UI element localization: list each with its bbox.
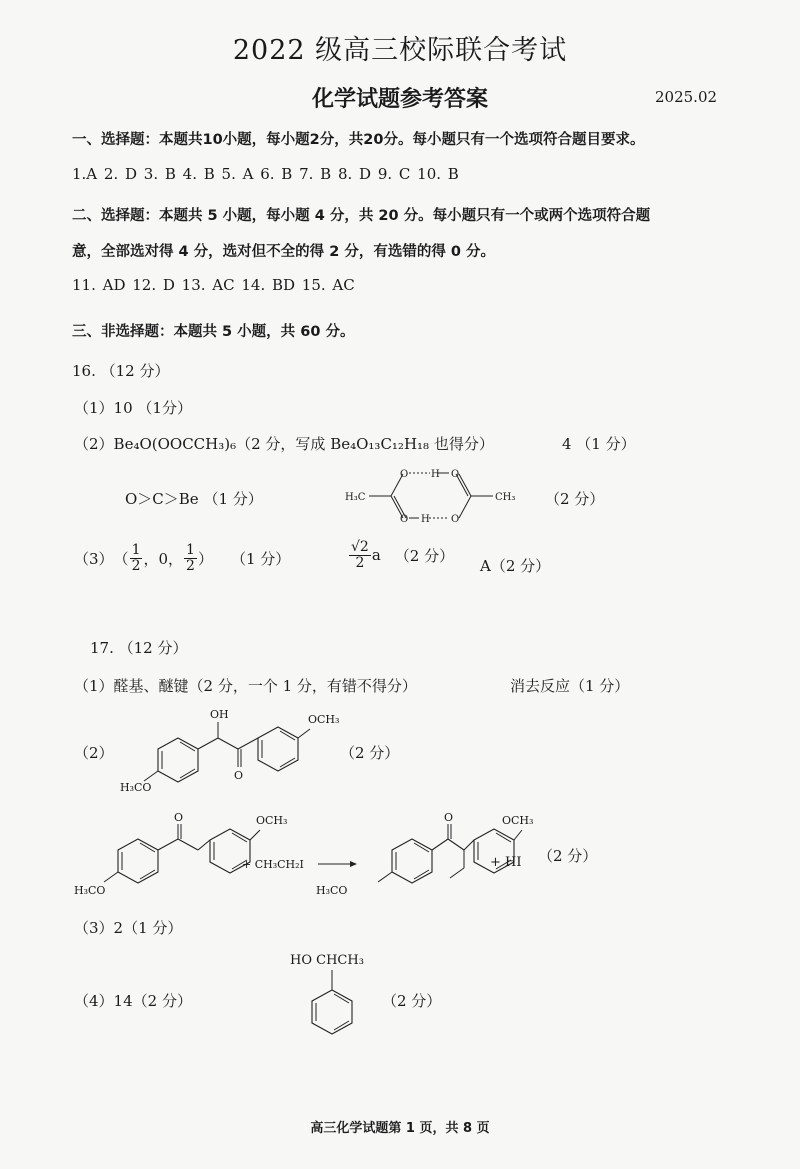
q16-dimer-score: （2 分） (545, 490, 605, 508)
section2-answers: 11. AD 12. D 13. AC 14. BD 15. AC (72, 276, 355, 294)
label-h3co-2: H₃CO (74, 884, 106, 897)
coord-open: （ (113, 549, 129, 568)
document-title: 2022 级高三校际联合考试 (232, 35, 568, 66)
label-h3co-3: H₃CO (316, 884, 348, 897)
q16-part1: （1）10 （1分） (74, 399, 192, 417)
q17-part4-score: （2 分） (382, 992, 442, 1010)
coord-close: ） (197, 549, 213, 568)
section2-heading-line2: 意，全部选对得 4 分，选对但不全的得 2 分，有选错的得 0 分。 (72, 244, 496, 260)
fraction-half-2: $\frac{1}{2}$ (186, 542, 195, 574)
svg-text:O: O (451, 514, 460, 525)
anisoin-structure (110, 705, 350, 805)
coord-score: （1 分） (230, 549, 291, 568)
section2-heading-line1: 二、选择题：本题共 5 小题，每小题 4 分，共 20 分。每小题只有一个或两个选项符合题 (72, 208, 651, 224)
svg-text:O: O (451, 469, 460, 480)
q17-reaction-type: 消去反应（1 分） (510, 677, 630, 695)
section1-answers: 1.A 2. D 3. B 4. B 5. A 6. B 7. B 8. D 9. C 10. B (72, 165, 459, 183)
q17-part3: （3）2（1 分） (74, 919, 183, 937)
q16-formula-note: （2 分，写成 Be₄O₁₃C₁₂H₁₈ 也得分） (236, 435, 494, 453)
q16-part2 (74, 433, 494, 454)
label-och3-1: OCH₃ (308, 713, 340, 726)
svg-text:O: O (400, 469, 409, 480)
exam-date: 2025.02 (655, 88, 718, 106)
label-h3co-1: H₃CO (120, 781, 152, 794)
q16-part2-value: 4 （1 分） (562, 435, 636, 453)
svg-text:H: H (431, 469, 440, 480)
phenylethanol-structure (290, 948, 390, 1048)
page-footer: 高三化学试题第 1 页，共 8 页 (310, 1121, 490, 1136)
q16-root-answer: $\frac{√2}{2}$ a （2 分） (351, 539, 455, 571)
label-och3-2: OCH₃ (256, 814, 288, 827)
reagent-ethyl-iodide: + CH₃CH₂I (242, 858, 304, 871)
q16-title: 16. （12 分） (72, 362, 170, 380)
fraction-root2-over-2: $\frac{√2}{2}$ (351, 539, 369, 571)
dimer-label-right: CH₃ (495, 492, 516, 503)
fraction-half-1: $\frac{1}{2}$ (131, 542, 141, 574)
q17-title: 17. （12 分） (90, 639, 188, 657)
coord-mid: ，0， (143, 549, 184, 568)
q16-formula: Be₄O(OOCCH₃)₆ (113, 435, 237, 453)
q16-letter-answer: A（2 分） (480, 557, 551, 575)
q17-part2-score: （2 分） (340, 744, 400, 762)
alkylation-reaction-equation (70, 810, 550, 905)
q17-part4: （4）14（2 分） (74, 992, 192, 1010)
section3-heading: 三、非选择题：本题共 5 小题，共 60 分。 (72, 324, 355, 340)
byproduct-hi: + HI (490, 855, 522, 870)
q17-part1: （1）醛基、醚键（2 分，一个 1 分，有错不得分） (74, 677, 417, 695)
label-o-product: O (444, 811, 454, 824)
q17-part2-prefix: （2） (74, 744, 114, 762)
q16-electronegativity-order: O＞C＞Be （1 分） (125, 490, 263, 508)
label-oh: OH (210, 708, 229, 721)
svg-text:O: O (400, 514, 409, 525)
dimer-label-left: H₃C (345, 492, 366, 503)
q17-reaction-score: （2 分） (538, 847, 598, 865)
label-o-reactant: O (174, 811, 184, 824)
label-och3-3: OCH₃ (502, 814, 534, 827)
label-carbonyl-o: O (234, 769, 244, 782)
q16-part3-prefix: （3） (74, 549, 114, 568)
acetic-acid-dimer-structure (345, 460, 535, 530)
document-subtitle: 化学试题参考答案 (311, 87, 488, 112)
section1-heading: 一、选择题：本题共10小题，每小题2分，共20分。每小题只有一个选项符合题目要求。 (72, 132, 645, 148)
q16-part3-coordinates (74, 543, 290, 573)
svg-text:H: H (421, 514, 430, 525)
label-ho-chch3: HO CHCH₃ (290, 953, 364, 968)
q16-part2-prefix: （2） (74, 435, 114, 453)
